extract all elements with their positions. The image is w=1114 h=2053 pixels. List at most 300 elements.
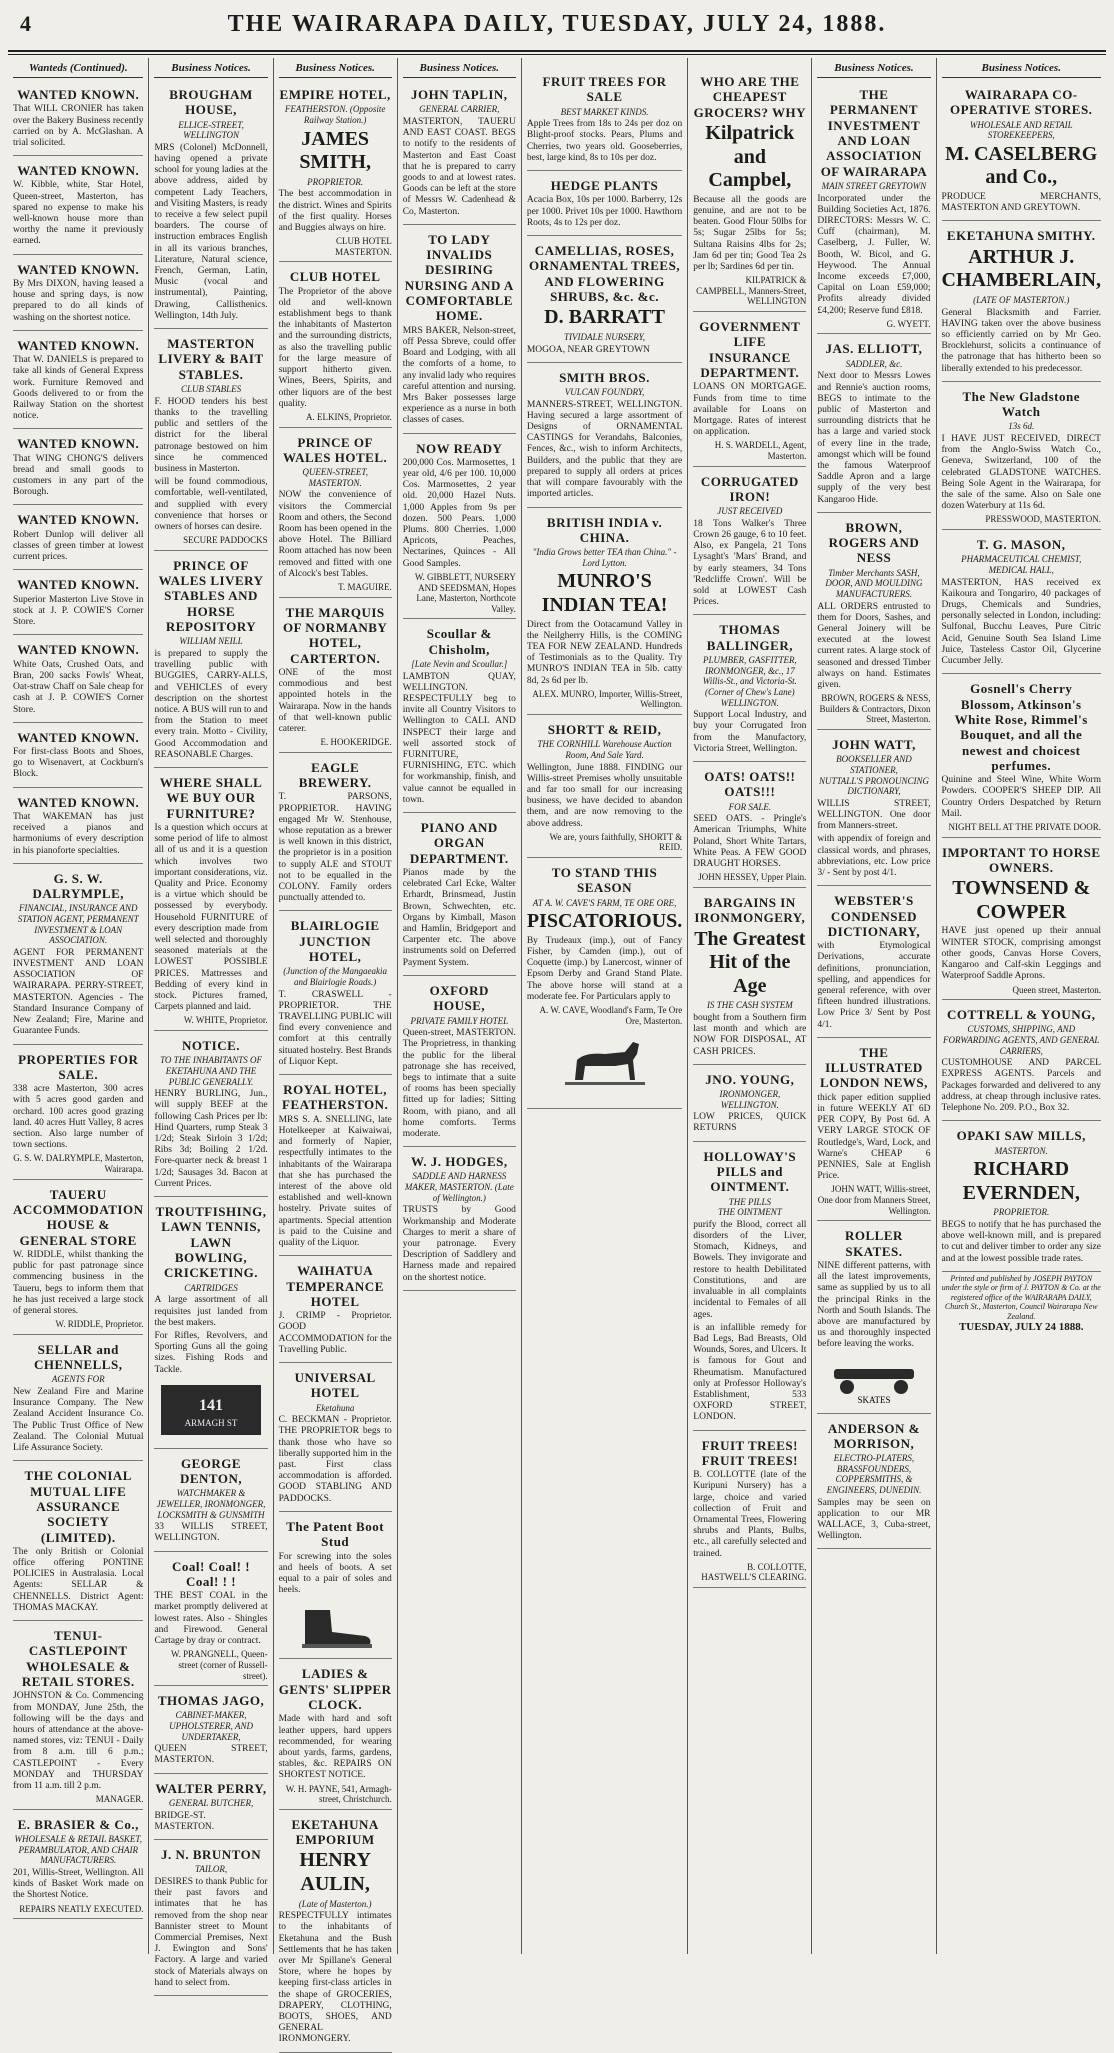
ad-body: I HAVE JUST RECEIVED, DIRECT from the Anglo-Swiss Watch Co., Geneva, Switzerland, 100 of the celebrated GLADSTONE WATCHES. Being Sole Agent in the Wairarapa, for the sale of the same. Also on Sale one dozen Waterbury at 11s 6d. [941,434,1101,512]
ad-body-2: is an infallible remedy for Bad Legs, Bad Breasts, Old Wounds, Sores, and Ulcers. It is famous for Gout and Rheumatism. Manufactured only at Professor Holloway's Establishment, 533 OXFORD STREET, LONDON. [693,1322,807,1423]
ad-heading: WHO ARE THE CHEAPEST GROCERS? WHY [693,74,806,120]
ad-signature: A. ELKINS, Proprietor. [305,411,392,422]
boot-stud-illustration [279,1600,392,1650]
column-5 [522,58,688,1954]
advertisement [403,815,516,976]
ad-subheading-2: (Late of Masterton.) [298,1898,372,1909]
ad-heading: EAGLE BREWERY. [298,759,372,791]
ad-heading: BLAIRLOGIE JUNCTION HOTEL, [290,918,380,965]
ad-body: C. BECKMAN - Proprietor. THE PROPRIETOR begs to thank those who have so liberally supported him in the past. First class accommodation is afforded. GOOD STABLING AND PADDOCKS. [278,1415,392,1504]
ad-subheading: PRIVATE FAMILY HOTEL [410,1015,509,1026]
ad-subheading: FOR SALE. [728,801,772,812]
ad-signature: H. S. WARDELL, Agent, Masterton. [714,440,807,461]
advertisement [279,755,392,912]
ad-body: J. CRIMP - Proprietor. GOOD ACCOMMODATION for the Travelling Public. [278,1311,392,1355]
ad-body: White Oats, Crushed Oats, and Bran, 200 sacks Fowls' Wheat, Oat-straw Chaff on Sale cheap for cash at J. P. COWIE'S Corner Store. [13,659,144,715]
ad-signature: W. H. PAYNE, 541, Armagh-street, Christchurch. [285,1783,392,1805]
advertisement [154,1451,267,1552]
ad-heading: GOVERNMENT LIFE INSURANCE DEPARTMENT. [699,319,801,380]
ad-body: T. PARSONS, PROPRIETOR. HAVING engaged Mr W. Stenhouse, whose reputation as a brewer is well known in this district, the proprietor is in a position to supply ALE and STOUT not to be equalled in the COLONY. Family orders punctually attended to. [278,792,392,904]
advertisement [13,1463,143,1621]
ad-subheading: CUSTOMS, SHIPPING, AND FORWARDING AGENTS, AND GENERAL CARRIERS, [943,1024,1100,1056]
advertisement [942,1123,1101,1272]
ad-heading: TROUTFISHING, LAWN TENNIS, LAWN BOWLING, CRICKETING. [155,1204,267,1281]
ad-display-name: TOWNSEND & COWPER [952,877,1091,923]
ad-body: RESPECTFULLY intimates to the inhabitants of Eketahuna and the Bush Settlements that he has taken over Mr Spillane's General Store, where he hopes by keeping first-class articles in the shape of GROCERIES, DRAPERY, CLOTHING, BOOTS, SHOES, AND GENERAL IRONMONGERY. [278,1911,392,2045]
ad-body: That WAKEMAN has just received a pianos and harmoniums of every description in his pianoforte specialties. [13,811,144,856]
ad-heading: MASTERTON LIVERY & BAIT STABLES. [158,336,264,382]
section-heading: Business Notices. [817,62,930,78]
ad-heading: TO STAND THIS SEASON [551,864,658,896]
ad-body: PRODUCE MERCHANTS, MASTERTON AND GREYTOWN. [941,192,1101,214]
ad-body: Is a question which occurs at some period of life to almost all of us and it is a question which involves two important considerations, viz. Quality and Price. Economy is a virtue which should be possessed by everybody. Household FURNITURE of every description made from well selected and thoroughly seasoned materials at the LOWEST POSSIBLE PRICES. Mattresses and Bedding of every kind in stock. Pictures framed, Carpets planned and laid. [154,823,268,1013]
ad-body: By Trudeaux (imp.), out of Fancy Fisher, by Camden (imp.), out of Coquette (imp.) by Lanercost, winner of Epsom Derby and Grand Stand Plate. The above horse will stand at a moderate fee. For Particulars apply to [526,935,683,1002]
advertisement [279,600,392,753]
advertisement [154,1842,267,1996]
ad-body-2: will be found commodious, comfortable, well-ventilated, and supplied with every convenience that horses or owners of horses can desire. [154,477,268,532]
ad-subheading: (Junction of the Mangaeakia and Blairlogie Roads.) [283,966,388,988]
ad-heading: Scoullar & Chisholm, [426,626,492,657]
ad-heading: WANTED KNOWN. [17,512,140,528]
ad-heading: WAIHATUA TEMPERANCE HOTEL [286,1263,384,1309]
ad-heading: THOMAS JAGO, [157,1693,265,1709]
ad-heading: EMPIRE HOTEL, [279,86,391,102]
ad-body: The best accommodation in the district. Wines and Spirits of the first quality. Horses and Buggies always on hire. [278,189,392,233]
ad-heading: WEBSTER'S CONDENSED DICTIONARY, [827,893,921,939]
dateline: TUESDAY, JULY 24 1888. [958,1321,1084,1334]
advertisement [693,1433,806,1589]
cartridge-illustration [154,1380,267,1440]
advertisement [693,617,806,762]
advertisement [693,469,806,616]
advertisement [817,1416,930,1550]
ad-display-name: PISCATORIOUS. [526,910,683,933]
advertisement [13,1623,143,1810]
ad-body: Direct from the Ootacamund Valley in the Neilgherry Hills, is the COMING TEA FOR NEW ZEALAND. Hundreds of Testimonials as to the Quality. Try MUNRO'S INDIAN TEA in 5lb. catty 8d, 2s 6d per lb. [526,619,683,686]
advertisement [693,1144,806,1431]
advertisement [279,264,392,427]
advertisement [154,1554,267,1687]
ad-subheading: WILLIAM NEILL [179,636,243,647]
advertisement [13,866,143,1045]
column-1 [8,58,149,1954]
ad-body: For screwing into the soles and heels of boots. A set equal to a pair of soles and heels. [278,1551,392,1596]
ad-body: JOHNSTON & Co. Commencing from MONDAY, June 25th, the following will be the days and hours of attendance at the above-named stores, viz: TENUI - Daily from 8 a.m. till 6 p.m.; CASTLEPOINT - Every MONDAY and THURSDAY from 11 a.m. till 2 p.m. [13,1691,144,1792]
ad-heading: SELLAR and CHENNELLS, [34,1341,123,1373]
ad-body: Wellington, June 1888. FINDING our Willis-street Premises wholly unsuitable and far too small for our increasing business, we have decided to abandon them, and are now removing to the above address. [526,762,683,829]
ad-heading: OPAKI SAW MILLS, [956,1128,1086,1144]
advertisement [817,888,930,1038]
ad-heading: THE ILLUSTRATED LONDON NEWS, [820,1044,928,1091]
ad-body: HAVE just opened up their annual WINTER STOCK, comprising amongst other goods, Canvas Horse Covers, Kangaroo and Calf-skin Leggings and Waterproof Saddle Aprons. [941,926,1101,982]
ad-subheading: 13s 6d. [1008,421,1035,432]
ad-display-name: Kilpatrick and Campbel, [705,121,795,192]
ad-signature: KILPATRICK & CAMPBELL, Manners-Street, WELLINGTON [696,275,807,307]
advertisement [13,431,143,505]
ad-subheading: SADDLE AND HARNESS MAKER, MASTERTON. (Late of Wellington.) [404,1171,514,1203]
ad-body: W. RIDDLE, whilst thanking the public for past patronage since commencing business in the Taueru, begs to inform them that he has just received a large stock of general stores. [13,1249,144,1316]
stallion-illustration [527,1030,682,1100]
imprint: Printed and published by JOSEPH PAYTON under the style or firm of J. PAYTON & Co. at the registered office of the WAIRARAPA DAILY, Church St., Masterton, Council Wairarapa New Zealand. [941,1273,1101,1321]
ad-subheading-2: PROPRIETOR. [307,176,364,187]
ad-subheading: THE CORNHILL Warehouse Auction Room, And Sale Yard. [537,739,672,760]
ad-heading: CORRUGATED IRON! [700,473,799,504]
advertisement [403,436,516,620]
advertisement [13,572,143,635]
ad-body: T. CRASWELL - PROPRIETOR. THE TRAVELLING PUBLIC will find every convenience and comfort at this centrally situated hostelry. Best Brands of Liquor Kept. [278,989,392,1067]
advertisement [154,770,267,1031]
ad-signature: W. WHITE, Proprietor. [183,1015,268,1026]
ad-signature: CLUB HOTEL MASTERTON. [335,236,392,257]
advertisement [693,69,806,312]
ad-body: NINE different patterns, with all the latest improvements, same as supplied by us to all the principal Rinks in the North and South Islands. The above are manufactured by us and thoroughly inspected before leaving the works. [817,1260,931,1350]
svg-text:141: 141 [199,1396,224,1414]
ad-body: NOW the convenience of visitors the Commercial Room and others, the Second Room has been opened in the above Hotel. The Billiard Room attached has now been removed and fitted with one of Alcock's best Tables. [278,490,392,579]
advertisement [279,913,392,1075]
advertisement [817,1040,930,1221]
ad-subheading: GENERAL BUTCHER, [168,1798,254,1808]
ad-body: By Mrs DIXON, having leased a house and spring days, is now prepared to do all kinds of washing on the shortest notice. [13,278,144,323]
ad-body: LOW PRICES, QUICK RETURNS [693,1112,807,1134]
ad-body: That W. DANIELS is prepared to take all kinds of General Express work. Furniture Removed and Goods delivered to or from the Railway Station on the shortest notice. [13,355,144,422]
ad-heading: EKETAHUNA EMPORIUM [291,1816,379,1848]
svg-text:SKATES: SKATES [857,1394,891,1405]
ad-heading: SHORTT & REID, [547,722,662,737]
ad-heading: PRINCE OF WALES LIVERY STABLES AND HORSE REPOSITORY [158,557,264,635]
advertisement [942,384,1101,530]
ad-heading: WHERE SHALL WE BUY OUR FURNITURE? [159,775,263,821]
ad-heading: CLUB HOTEL [289,269,381,285]
ad-body: LAMBTON QUAY, WELLINGTON. RESPECTFULLY beg to invite all Country Visitors to Wellington to CALL AND INSPECT their large and well assorted stock of FURNITURE, FURNISHING, ETC. which for workmanship, finish, and value cannot be equalled in town. [402,671,516,805]
ad-heading: NOTICE. [182,1038,241,1054]
ad-heading: JOHN TAPLIN, [411,86,508,102]
ad-body: MOGOA, NEAR GREYTOWN [526,344,650,355]
ad-body: MASTERTON, TAUERU AND EAST COAST. BEGS to notify to the residents of Masterton and East Coast that he is prepared to carry goods to and at lowest rates. Goods can be left at the store of Messrs W. Cadenhead & Co, Masterton. [402,116,516,217]
ad-display-name: ARTHUR J. CHAMBERLAIN, [941,245,1101,292]
ad-body: Queen-street, MASTERTON. The Proprietress, in thanking the public for the liberal patronage she has received, begs to intimate that a suite of rooms has been specially fitted up for ladies; Sitting Room, with piano, and all home comforts. Terms moderate. [402,1028,516,1139]
ad-subheading: [Late Nevin and Scoullar.] [411,658,508,669]
ad-signature: NIGHT BELL AT THE PRIVATE DOOR. [948,822,1101,833]
ad-subheading: BEST MARKET KINDS. [560,106,649,117]
advertisement [13,158,143,255]
ad-heading: WALTER PERRY, [155,1780,267,1796]
ad-subheading-2: TIVIDALE NURSERY, [564,331,646,342]
ad-subheading: GENERAL CARRIER, [419,104,500,115]
advertisement [154,1688,267,1774]
ad-subheading: Eketahuna [315,1402,355,1413]
ad-heading: HOLLOWAY'S PILLS and OINTMENT. [703,1148,797,1195]
advertisement [13,1047,143,1180]
horse-illustration [555,1030,655,1100]
ad-body-2: For Rifles, Revolvers, and Sporting Guns all the going sizes. Fishing Rods and Tackle. [154,1330,268,1375]
advertisement [13,725,143,788]
ad-heading: ANDERSON & MORRISON, [827,1420,920,1451]
advertisement [13,82,143,156]
ad-heading: COTTRELL & YOUNG, [946,1007,1096,1023]
ad-subheading: TAILOR, [194,1864,228,1875]
ad-subheading: BOOKSELLER AND STATIONER, [836,754,912,775]
section-heading: Business Notices. [942,62,1101,78]
ad-heading: WANTED KNOWN. [17,163,140,179]
advertisement [942,532,1101,674]
advertisement [527,173,682,236]
ad-heading: GEORGE DENTON, [179,1455,243,1487]
advertisement [154,82,267,329]
ad-subheading: IRONMONGER, WELLINGTON. [719,1089,781,1110]
ad-signature: ALEX. MUNRO, Importer, Willis-Street, Wellington. [532,688,683,710]
ad-body: Support Local Industry, and buy your Corrugated Iron from the Manufactory, Victoria Street, Wellington. [693,710,807,754]
advertisement [13,333,143,430]
ad-subheading: WATCHMAKER & JEWELLER, IRONMONGER, LOCKSMITH & GUNSMITH [156,1488,266,1520]
ad-body-2: with appendix of foreign and classical words, and phrases, abbreviations, etc. Low price 3/ - Sent by post 4/1. [817,834,931,879]
advertisement [13,637,143,722]
ad-signature: MANAGER. [95,1794,144,1805]
ad-heading: THE COLONIAL MUTUAL LIFE ASSURANCE SOCIETY (LIMITED). [24,1468,132,1545]
ad-signature: B. COLLOTTE, HASTWELL'S CLEARING. [701,1561,807,1583]
advertisement [279,1258,392,1363]
ad-signature: G. S. W. DALRYMPLE, Masterton, Wairarapa. [13,1153,144,1174]
ad-signature: A. W. CAVE, Woodland's Farm, Te Ore Ore, Masterton. [539,1005,683,1026]
advertisement [817,336,930,512]
ad-heading: E. BRASIER & Co., [17,1816,139,1832]
advertisement [13,507,143,570]
ad-heading: T. G. MASON, [977,537,1066,553]
ad-heading: WANTED KNOWN. [17,642,140,658]
masthead [0,0,1114,48]
ad-body: Samples may be seen on application to our MR WALLACE, 3, Cuba-street, Wellington. [817,1497,931,1542]
ad-heading: OATS! OATS!! OATS!!! [704,768,796,800]
svg-text:ARMAGH ST: ARMAGH ST [184,1417,238,1428]
ad-body: 33 WILLIS STREET, WELLINGTON. [154,1522,268,1544]
ad-body: Next door to Messrs Lowes and Rennie's auction rooms, BEGS to intimate to the public of Masterton and surrounding districts that he has a large and varied stock of every line in the trade, amongst which will be found the famous Waterproof Saddle Apron and a large supply of the very best Kangaroo Hide. [817,371,931,505]
ad-subheading: VULCAN FOUNDRY, [564,387,645,398]
ad-signature: T. MAGUIRE. [338,582,392,593]
ad-body: TRUSTS by Good Workmanship and Moderate Charges to merit a share of your patronage. Every Description of Saddlery and Harness made and repaired on the shortest notice. [402,1205,516,1283]
ad-heading: WANTED KNOWN. [17,86,140,102]
ad-heading: WANTED KNOWN. [17,436,140,452]
ad-body: The Proprietor of the above old and well-known establishment begs to thank the inhabitants of Masterton and the surrounding districts, as also the travelling public for the large measure of support hitherto given. Wines, Beers, Spirits, and other liquors are of the best quality. [278,286,392,409]
advertisement [942,676,1101,837]
ad-subheading: PHARMACEUTICAL CHEMIST, MEDICAL HALL, [961,554,1082,576]
ad-subheading: SADDLER, &c. [845,358,903,369]
advertisement [279,430,392,598]
column-8 [937,58,1106,1954]
ad-display-name: JAMES SMITH, [299,127,371,174]
ad-body: WILLIS STREET, WELLINGTON. One door from Manners-street. [817,798,931,832]
ad-subheading: CABINET-MAKER, UPHOLSTERER, AND UNDERTAKER, [169,1710,253,1742]
ad-body: That WING CHONG'S delivers bread and small goods to customers in any part of the Borough. [13,453,144,498]
ad-subheading: THE PILLS [728,1196,771,1207]
ad-heading: ROYAL HOTEL, FEATHERSTON. [282,1082,389,1113]
ad-body: 200,000 Cos. Marmosettes, 1 year old, 4/6 per 100. 10,000 Cos. Marmosettes, 2 year old. 20,000 Hazel Nuts. 1,000 Apples from 9s per dozen. 500 Pears. 1,000 Plums. 800 Cherries. 1,000 Apricots, Peaches, Nectarines, Quinces - All Good Samples. [402,457,516,569]
ad-body: Incorporated under the Building Societies Act, 1876. DIRECTORS: Messrs W. C. Cuff (chairman), M. Caselberg, J. Fuller, W. Booth, W. Bicol, and G. Heywood. The Annual Income exceeds £7,000, Capital on Loan £59,000; Profits already divided £4,200; Reserve fund £818. [817,193,931,316]
ad-body: A large assortment of all requisites just landed from the best makers. [154,1295,268,1328]
section-heading: Business Notices. [154,62,267,78]
ad-body: MANNERS-STREET, WELLINGTON. Having secured a large assortment of Designs of ORNAMENTAL CASTINGS for Verandahs, Balconies, Fences, &c., wish to inform Architects, Builders, and the public that they are prepared to supply all orders at prices that will compare favourably with the imported articles. [526,399,683,500]
column-7 [812,58,936,1954]
ad-body: 18 Tons Walker's Three Crown 26 gauge, 6 to 10 feet. Also, ex Pangela, 21 Tons Lysaght's 'Mars' Brand, and by early steamers, 34 Tons 'Redcliffe Crown'. Will be sold at LOWEST Cash Prices. [693,518,807,608]
advertisement [527,69,682,171]
ad-body: bought from a Southern firm last month and which are NOW FOR DISPOSAL, AT CASH PRICES. [693,1012,807,1057]
ad-body: AGENT FOR PERMANENT INVESTMENT AND LOAN ASSOCIATION OF WAIRARAPA. PERRY-STREET, MASTERTON. Agencies - The Standard Insurance Company of New Zealand; Fire, Marine and Guarantee Funds. [13,947,144,1037]
ad-subheading-2: NUTTALL'S PRONOUNCING DICTIONARY, [818,775,929,797]
ad-body: BRIDGE-ST. MASTERTON. [154,1810,215,1832]
ad-signature: E. HOOKERIDGE. [320,737,392,748]
ad-body: DESIRES to thank Public for their past favors and intimates that he has removed from the shop near Bannister street to Mount Commercial Premises, Next J. Ewington and Sons' Factory. A large and varied stock of Materials always on hand to select from. [154,1876,268,1988]
ad-heading: THE MARQUIS OF NORMANBY HOTEL, CARTERTON. [282,604,388,666]
ad-subheading: PLUMBER, GASFITTER, IRONMONGER, &c., 17 Willis-St., and Victoria-St. (Corner of Chew's Lane) WELLINGTON. [702,655,797,708]
ad-body: 201, Willis-Street, Wellington. All kinds of Basket Work made on the Shortest Notice. [13,1867,144,1901]
advertisement [817,732,930,886]
ad-heading: THE PERMANENT INVESTMENT AND LOAN ASSOCIATION OF WAIRARAPA [820,86,928,179]
advertisement [817,515,930,730]
advertisement [154,553,267,768]
ad-heading: TO LADY INVALIDS DESIRING NURSING AND A COMFORTABLE HOME. [404,231,514,324]
advertisement [942,223,1101,381]
ad-body: MASTERTON, HAS received ex Kaikoura and Tongariro, 40 packages of Drugs, Chemicals and Sundries, personally selected in London, including: Sulfonal, Bucchu Leaves, Pure Citric Acid, Genuine South Sea Island Lime Juice, Tasteless Castor Oil, Glycerine Cucumber Jelly. [941,577,1101,667]
ad-body: Superior Masterton Live Stove in stock at J. P. COWIE'S Corner Store. [13,594,144,628]
ad-heading: BROWN, ROGERS AND NESS [828,519,920,566]
ad-heading: FRUIT TREES! FRUIT TREES! [701,1437,798,1468]
ad-subheading-2: PROPRIETOR. [993,1207,1050,1218]
advertisement [693,764,806,888]
ad-heading: CAMELLIAS, ROSES, ORNAMENTAL TREES, AND FLOWERING SHRUBS, &c. &c. [529,243,681,304]
advertisement [279,82,392,262]
ad-heading: SMITH BROS. [559,369,650,385]
section-heading: Business Notices. [403,62,516,78]
ad-body: QUEEN STREET, MASTERTON. [154,1744,268,1766]
ad-heading: J. N. BRUNTON [160,1847,262,1863]
ad-signature: JOHN HESSEY, Upper Plain. [698,872,807,883]
advertisement [403,1149,516,1291]
column-6 [688,58,812,1954]
ad-heading: WANTED KNOWN. [17,337,140,353]
ad-subheading: ELECTRO-PLATERS, BRASSFOUNDERS, COPPERSMITHS, & ENGINEERS, DUNEDIN. [826,1453,922,1496]
advertisement [942,82,1101,221]
ad-body: HENRY BURLING, Jun., will supply BEEF at the following Cash Prices per lb: Hind Quarters, rump Steak 3 1/2d; Steak Sirloin 3 1/2d; Ribs 3d; Boiling 2 1/2d. Fore-quarter neck & breast 1 1/2d; Sausages 3d. Bacon at Current Prices. [154,1089,268,1189]
advertisement [154,331,267,551]
columns-container [8,58,1106,2045]
ad-heading: JNO. YOUNG, [705,1071,795,1087]
ad-body: ALL ORDERS entrusted to them for Doors, Sashes, and General Joinery will be executed at the lowest current rates. A large stock of seasoned and dressed Timber always on hand. Estimates given. [817,601,931,690]
ad-heading: PIANO AND ORGAN DEPARTMENT. [409,820,509,866]
advertisement [13,790,143,864]
ad-heading: TENUI-CASTLEPOINT WHOLESALE & RETAIL STORES. [21,1628,135,1690]
ad-heading: BARGAINS IN IRONMONGERY, [694,894,806,926]
ad-body: LOANS ON MORTGAGE. Funds from time to time available for Loans on Mortgage. Rates of interest on application. [693,382,807,438]
ad-signature: Queen street, Masterton. [1012,984,1101,995]
ad-subheading: FEATHERSTON. (Opposite Railway Station.) [284,104,386,125]
cartridge-box-illustration [156,1380,266,1440]
ad-body: ONE of the most commodious and best appointed hotels in the Wairarapa. Now in the hands of that well-known public caterer. [278,667,392,734]
section-heading: Business Notices. [279,62,392,78]
ad-subheading-2: IS THE CASH SYSTEM [706,1000,793,1011]
ad-subheading: WHOLESALE & RETAIL BASKET, PERAMBULATOR, AND CHAIR MANUFACTURERS. [14,1834,142,1866]
ad-signature: BROWN, ROGERS & NESS, Builders & Contractors, Dixon Street, Masterton. [819,693,931,725]
ad-body: Made with hard and soft leather uppers, hard uppers recommended, for wearing about yards, farms, gardens, stables, &c. REPAIRS ON SHORTEST NOTICE. [278,1714,392,1781]
ad-display-name: MUNRO'S INDIAN TEA! [541,570,668,616]
ad-body: W. Kibble, white, Star Hotel, Queen-street, Masterton, has spared no expense to make his well-known house more than worthy the name it previously earned. [13,180,144,247]
advertisement [403,621,516,813]
ad-heading: G. S. W. DALRYMPLE, [32,870,125,902]
ad-subheading-2: CLUB STABLES [180,384,242,395]
ad-heading: WANTED KNOWN. [17,794,140,810]
advertisement [403,82,516,225]
ad-body: Robert Dunlop will deliver all classes of green timber at lowest current prices. [13,529,144,563]
ad-subheading: ELLICE-STREET, WELLINGTON [178,119,244,141]
advertisement [279,1661,392,1809]
ad-heading: NOW READY [416,440,503,456]
ad-subheading: Timber Merchants SASH, DOOR, AND MOULDING MANUFACTURERS. [825,567,923,599]
masthead-rule [8,50,1106,52]
ad-heading: Coal! Coal! ! Coal! ! ! [172,1558,251,1589]
ad-body: 338 acre Masterton, 300 acres with 5 acres good garden and orchard. 100 acres good grazing land. 40 acres Hutt Valley, 8 acres section. Also large number of town sections. [13,1084,144,1151]
advertisement [279,1365,392,1512]
advertisement [13,1337,143,1461]
advertisement [942,1002,1101,1121]
ad-body: B. COLLOTTE (late of the Kuripuni Nursery) has a large, choice and varied collection of Fruit and Ornamental Trees, Flowering shrubs and Plants, Bulbs, etc., all carefully selected and trained. [693,1470,807,1559]
ad-heading: WANTED KNOWN. [17,729,140,745]
ad-signature: REPAIRS NEATLY EXECUTED. [19,1903,144,1914]
ad-subheading: JUST RECEIVED [717,506,783,517]
ad-heading: W. J. HODGES, [410,1154,508,1170]
advertisement [693,314,806,467]
advertisement [13,1812,143,1919]
ad-signature: JOHN WATT, Willis-street, One door from Manners Street, Wellington. [817,1184,931,1216]
ad-heading: PRINCE OF WALES HOTEL. [283,434,388,465]
ad-signature: W. RIDDLE, Proprietor. [55,1319,144,1330]
ad-subheading: "India Grows better TEA than China." - Lord Lytton. [532,547,677,568]
ad-heading: WANTED KNOWN. [17,577,140,593]
ad-subheading: QUEEN-STREET, MASTERTON. [302,467,368,488]
advertisement [154,1033,267,1197]
ad-body: Apple Trees from 18s to 24s per doz on Blight-proof stocks. Pears, Plums and Cherries, two years old. Gooseberries, best, large kind, 8s to 10s per doz. [526,119,683,163]
ad-heading: IMPORTANT TO HORSE OWNERS. [941,844,1101,875]
ad-subheading: AGENTS FOR [51,1374,105,1385]
advertisement [527,860,682,1109]
ad-body: BEGS to notify that he has purchased the above well-known mill, and is prepared to cut and deliver timber to order any size and at the lowest possible trade rates. [941,1220,1101,1264]
advertisement [279,1077,392,1256]
ad-subheading-2: THE OINTMENT [717,1207,782,1218]
ad-subheading: AT A. W. CAVE'S FARM, TE ORE ORE, [532,897,677,908]
ad-heading: The Patent Boot Stud [286,1518,385,1550]
ad-subheading-2: CARTRIDGES [184,1282,238,1293]
ad-body: Pianos made by the celebrated Carl Ecke, Walter Erhardt, Brinsmead, Justin Brown, Schwechten, etc. Organs by Kimball, Mason and Hamlin, Bridgeport and Carpenter etc. The above instruments sold on Deferred Payment System. [402,868,516,968]
ad-body: Quinine and Steel Wine, White Worm Powders. COOPER'S SHEEP DIP. All Country Orders Despatched by Return Mail. [941,775,1101,819]
column-4 [398,58,522,1954]
advertisement [942,840,1101,1000]
ad-subheading: MAIN STREET GREYTOWN [821,180,927,191]
ad-body: is prepared to supply the travelling public with BUGGIES, CARRY-ALLS, and VEHICLES of every description on the shortest notice. A BUS will run to and from the Station to meet every train. Motto - Civility, Good Accommodation and REASONABLE Charges. [154,648,268,760]
ad-body: MRS BAKER, Nelson-street, off Pessa Sbreve, could offer Board and Lodging, with all the comforts of a home, to any invalid lady who requires careful attention and nursing. Mrs Baker possesses large experience as a nurse in both classes of cases. [402,325,516,426]
ad-signature: PRESSWOOD, MASTERTON. [985,514,1101,525]
advertisement [527,365,682,508]
ad-heading: HEDGE PLANTS [550,178,659,194]
ad-display-name: HENRY AULIN, [299,1849,371,1895]
ad-heading: LADIES & GENTS' SLIPPER CLOCK. [278,1666,392,1712]
ad-heading: TAUERU ACCOMMODATION HOUSE & GENERAL STORE [13,1186,144,1248]
advertisement [693,1067,806,1142]
section-heading: Wanteds (Continued). [13,62,143,78]
ad-subheading: FINANCIAL, INSURANCE AND STATION AGENT, PERMANENT INVESTMENT & LOAN ASSOCIATION. [17,903,139,946]
ad-heading: Gosnell's Cherry Blossom, Atkinson's White Rose, Rimmel's Bouquet, and all the newest and choicest perfumes. [954,681,1088,773]
advertisement [527,510,682,716]
newspaper-title: THE WAIRARAPA DAILY, TUESDAY, JULY 24, 1888. [227,10,887,37]
advertisement [527,717,682,858]
ad-heading: BROUGHAM HOUSE, [169,86,253,118]
advertisement [13,1182,143,1335]
ad-heading: PROPERTIES FOR SALE. [18,1051,139,1082]
